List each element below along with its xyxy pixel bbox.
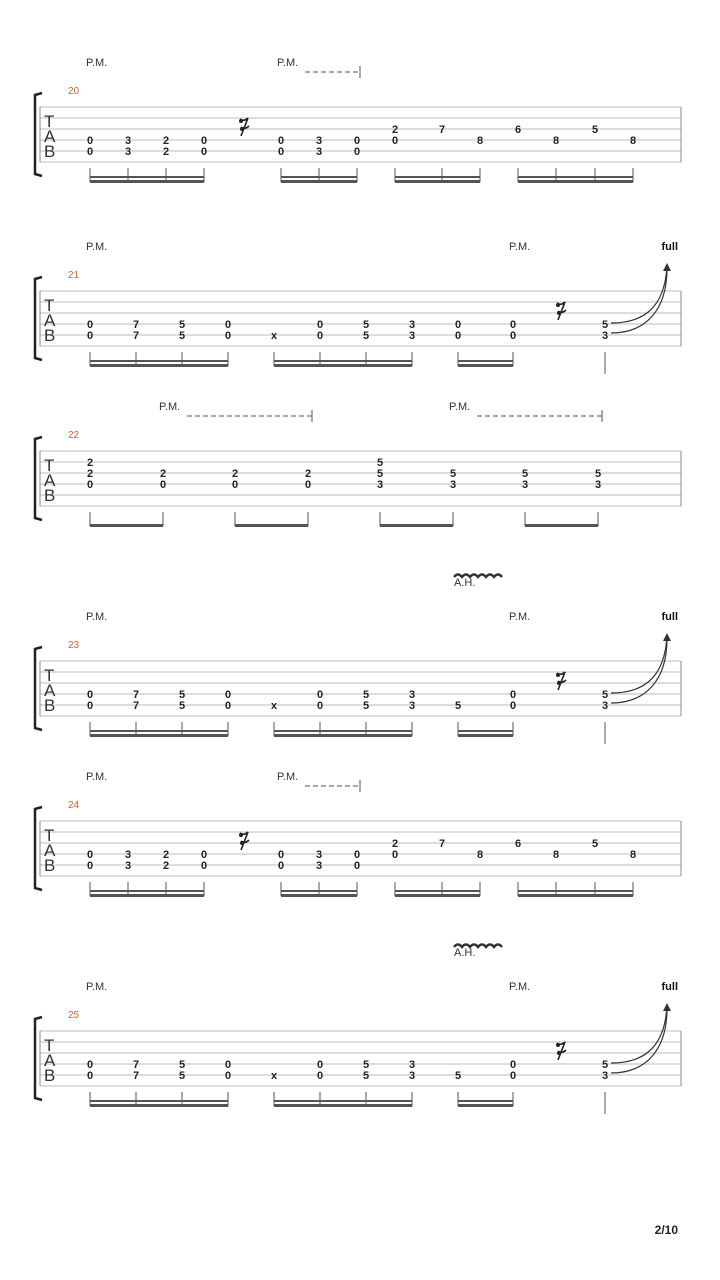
fret-number: 0: [353, 146, 361, 158]
fret-number: 0: [86, 700, 94, 712]
note-beam-secondary: [274, 1100, 412, 1102]
fret-number: 0: [391, 849, 399, 861]
fret-number: 8: [629, 135, 637, 147]
fret-number: 0: [509, 1059, 517, 1071]
palm-mute-label: P.M.: [449, 401, 471, 413]
note-beam-secondary: [518, 890, 633, 892]
fret-number: 5: [178, 689, 186, 701]
dead-note: x: [270, 1070, 278, 1082]
tab-letter: T: [44, 666, 55, 685]
note-beam-secondary: [90, 1100, 228, 1102]
tab-letter: T: [44, 826, 55, 845]
page-number: 2/10: [654, 1223, 678, 1237]
fret-number: 0: [316, 700, 324, 712]
fret-number: 2: [391, 838, 399, 850]
fret-number: 8: [476, 849, 484, 861]
note-beam-secondary: [281, 890, 357, 892]
fret-number: 5: [601, 1059, 609, 1071]
rest-dot: [239, 119, 243, 123]
fret-number: 0: [316, 319, 324, 331]
bend-arrow-icon: [663, 263, 671, 271]
rest-dot: [240, 841, 244, 845]
fret-number: 5: [362, 1059, 370, 1071]
tab-letter: B: [44, 142, 56, 161]
tab-letter: A: [44, 841, 56, 860]
palm-mute-label: P.M.: [86, 771, 108, 783]
tab-letter: A: [44, 311, 56, 330]
fret-number: 2: [162, 146, 170, 158]
tab-letter: A: [44, 1051, 56, 1070]
tab-letter: B: [44, 486, 56, 505]
fret-number: 2: [162, 849, 170, 861]
note-beam: [274, 734, 412, 737]
fret-number: 0: [454, 330, 462, 342]
fret-number: 8: [629, 849, 637, 861]
bend-arrow-icon: [663, 633, 671, 641]
fret-number: 7: [132, 319, 140, 331]
fret-number: 0: [86, 330, 94, 342]
fret-number: 3: [594, 479, 602, 491]
rest-dot: [557, 311, 561, 315]
fret-number: 0: [509, 700, 517, 712]
fret-number: 0: [200, 849, 208, 861]
tab-letter: B: [44, 696, 56, 715]
fret-number: 0: [224, 1070, 232, 1082]
fret-number: 5: [376, 468, 384, 480]
palm-mute-label: P.M.: [86, 57, 108, 69]
fret-number: 0: [86, 479, 94, 491]
tab-letter: T: [44, 296, 55, 315]
fret-number: 5: [362, 330, 370, 342]
bend-curve: [611, 265, 667, 323]
fret-number: 0: [224, 1059, 232, 1071]
fret-number: 8: [476, 135, 484, 147]
fret-number: 0: [224, 689, 232, 701]
tab-letter: T: [44, 1036, 55, 1055]
fret-number: 0: [454, 319, 462, 331]
note-beam: [90, 364, 228, 367]
fret-number: 8: [552, 849, 560, 861]
rest-dot: [557, 681, 561, 685]
fret-number: 0: [316, 1059, 324, 1071]
note-beam-secondary: [90, 360, 228, 362]
note-beam-secondary: [395, 176, 480, 178]
tab-letter: B: [44, 326, 56, 345]
fret-number: 2: [86, 457, 94, 469]
dead-note: x: [270, 330, 278, 342]
fret-number: 0: [231, 479, 239, 491]
fret-number: 3: [124, 135, 132, 147]
note-beam-secondary: [395, 890, 480, 892]
fret-number: 2: [391, 124, 399, 136]
fret-number: 0: [277, 146, 285, 158]
bend-curve: [611, 1005, 667, 1063]
fret-number: 0: [353, 860, 361, 872]
palm-mute-label: P.M.: [277, 771, 299, 783]
note-beam: [90, 180, 204, 183]
fret-number: 0: [509, 689, 517, 701]
system-bracket: [35, 277, 42, 360]
measure-number: 25: [68, 1010, 80, 1021]
fret-number: 5: [362, 700, 370, 712]
note-beam: [458, 1104, 513, 1107]
bend-curve: [611, 635, 667, 693]
note-beam-secondary: [458, 730, 513, 732]
fret-number: 3: [315, 860, 323, 872]
fret-number: 0: [86, 1059, 94, 1071]
note-beam-secondary: [90, 730, 228, 732]
fret-number: 3: [124, 849, 132, 861]
fret-number: 5: [449, 468, 457, 480]
fret-number: 0: [86, 860, 94, 872]
note-beam-secondary: [90, 890, 204, 892]
palm-mute-label: P.M.: [159, 401, 181, 413]
fret-number: 7: [132, 1059, 140, 1071]
fret-number: 0: [316, 330, 324, 342]
note-beam: [281, 180, 357, 183]
fret-number: 0: [509, 319, 517, 331]
note-beam: [235, 524, 308, 527]
harmonic-label: A.H.: [454, 577, 476, 589]
system-bracket: [35, 93, 42, 176]
fret-number: 3: [315, 146, 323, 158]
fret-number: 5: [521, 468, 529, 480]
note-beam: [518, 894, 633, 897]
fret-number: 3: [376, 479, 384, 491]
fret-number: 6: [514, 124, 522, 136]
note-beam: [274, 364, 412, 367]
fret-number: 0: [200, 860, 208, 872]
note-beam-secondary: [458, 1100, 513, 1102]
measure-number: 24: [68, 800, 80, 811]
note-beam: [380, 524, 453, 527]
tab-system: [35, 771, 681, 897]
fret-number: 7: [438, 838, 446, 850]
fret-number: 3: [408, 1070, 416, 1082]
palm-mute-label: P.M.: [86, 611, 108, 623]
palm-mute-label: P.M.: [86, 241, 108, 253]
fret-number: 5: [362, 689, 370, 701]
rest-dot: [239, 833, 243, 837]
fret-number: 0: [277, 849, 285, 861]
fret-number: 3: [408, 319, 416, 331]
tab-system: [35, 945, 681, 1115]
tab-letter: A: [44, 471, 56, 490]
fret-number: 7: [132, 700, 140, 712]
note-beam-secondary: [274, 360, 412, 362]
rest-dot: [556, 673, 560, 677]
note-beam: [90, 1104, 228, 1107]
bend-label: full: [661, 981, 678, 993]
fret-number: 2: [162, 135, 170, 147]
note-beam: [90, 894, 204, 897]
rest-dot: [240, 127, 244, 131]
system-bracket: [35, 437, 42, 520]
fret-number: 3: [124, 146, 132, 158]
tab-system: [35, 575, 681, 745]
fret-number: 8: [552, 135, 560, 147]
fret-number: 5: [178, 700, 186, 712]
fret-number: 0: [509, 330, 517, 342]
fret-number: 3: [408, 1059, 416, 1071]
tab-letter: T: [44, 112, 55, 131]
note-beam-secondary: [281, 176, 357, 178]
fret-number: 3: [315, 135, 323, 147]
fret-number: 3: [408, 330, 416, 342]
fret-number: 3: [315, 849, 323, 861]
tab-letter: T: [44, 456, 55, 475]
note-beam: [395, 180, 480, 183]
fret-number: 3: [124, 860, 132, 872]
fret-number: 0: [200, 135, 208, 147]
fret-number: 0: [391, 135, 399, 147]
fret-number: 2: [162, 860, 170, 872]
tab-letter: A: [44, 127, 56, 146]
tab-letter: A: [44, 681, 56, 700]
fret-number: 5: [178, 1059, 186, 1071]
fret-number: 0: [86, 146, 94, 158]
fret-number: 5: [454, 700, 462, 712]
palm-mute-label: P.M.: [509, 981, 531, 993]
note-beam-secondary: [458, 360, 513, 362]
fret-number: 3: [601, 700, 609, 712]
fret-number: 0: [86, 689, 94, 701]
fret-number: 5: [178, 1070, 186, 1082]
fret-number: 3: [521, 479, 529, 491]
fret-number: 0: [224, 700, 232, 712]
bend-label: full: [661, 611, 678, 623]
fret-number: 6: [514, 838, 522, 850]
tab-system: [35, 241, 681, 374]
note-beam: [274, 1104, 412, 1107]
fret-number: 0: [224, 330, 232, 342]
system-bracket: [35, 807, 42, 890]
measure-number: 21: [68, 270, 80, 281]
fret-number: 7: [132, 689, 140, 701]
bend-label: full: [661, 241, 678, 253]
note-beam: [458, 734, 513, 737]
note-beam: [525, 524, 598, 527]
bend-arrow-icon: [663, 1003, 671, 1011]
fret-number: 7: [132, 1070, 140, 1082]
fret-number: 0: [86, 849, 94, 861]
fret-number: 2: [86, 468, 94, 480]
fret-number: 5: [178, 319, 186, 331]
fret-number: 5: [591, 838, 599, 850]
fret-number: 0: [86, 135, 94, 147]
note-beam: [281, 894, 357, 897]
rest-dot: [557, 1051, 561, 1055]
fret-number: 2: [304, 468, 312, 480]
fret-number: 2: [159, 468, 167, 480]
fret-number: 3: [601, 1070, 609, 1082]
fret-number: 3: [408, 700, 416, 712]
fret-number: 0: [509, 1070, 517, 1082]
fret-number: 3: [601, 330, 609, 342]
palm-mute-label: P.M.: [509, 611, 531, 623]
fret-number: 5: [362, 319, 370, 331]
rest-dot: [556, 303, 560, 307]
fret-number: 3: [408, 689, 416, 701]
tab-system: [35, 57, 681, 183]
note-beam: [90, 524, 163, 527]
fret-number: 0: [200, 146, 208, 158]
rest-dot: [556, 1043, 560, 1047]
fret-number: 3: [449, 479, 457, 491]
fret-number: 0: [159, 479, 167, 491]
fret-number: 0: [316, 1070, 324, 1082]
note-beam: [395, 894, 480, 897]
palm-mute-label: P.M.: [277, 57, 299, 69]
palm-mute-label: P.M.: [509, 241, 531, 253]
fret-number: 5: [376, 457, 384, 469]
note-beam-secondary: [90, 176, 204, 178]
fret-number: 5: [591, 124, 599, 136]
fret-number: 7: [438, 124, 446, 136]
fret-number: 5: [601, 689, 609, 701]
system-bracket: [35, 647, 42, 730]
fret-number: 0: [224, 319, 232, 331]
fret-number: 5: [178, 330, 186, 342]
measure-number: 22: [68, 430, 80, 441]
fret-number: 0: [277, 860, 285, 872]
fret-number: 0: [304, 479, 312, 491]
dead-note: x: [270, 700, 278, 712]
tab-letter: B: [44, 1066, 56, 1085]
fret-number: 5: [601, 319, 609, 331]
fret-number: 0: [353, 135, 361, 147]
fret-number: 0: [353, 849, 361, 861]
note-beam: [90, 734, 228, 737]
measure-number: 23: [68, 640, 80, 651]
fret-number: 7: [132, 330, 140, 342]
fret-number: 0: [316, 689, 324, 701]
fret-number: 0: [86, 1070, 94, 1082]
fret-number: 5: [454, 1070, 462, 1082]
tab-system: [35, 401, 681, 527]
system-bracket: [35, 1017, 42, 1100]
tab-letter: B: [44, 856, 56, 875]
harmonic-label: A.H.: [454, 947, 476, 959]
note-beam-secondary: [518, 176, 633, 178]
fret-number: 0: [86, 319, 94, 331]
note-beam-secondary: [274, 730, 412, 732]
fret-number: 5: [594, 468, 602, 480]
note-beam: [518, 180, 633, 183]
palm-mute-label: P.M.: [86, 981, 108, 993]
measure-number: 20: [68, 86, 80, 97]
fret-number: 0: [277, 135, 285, 147]
fret-number: 2: [231, 468, 239, 480]
fret-number: 5: [362, 1070, 370, 1082]
note-beam: [458, 364, 513, 367]
